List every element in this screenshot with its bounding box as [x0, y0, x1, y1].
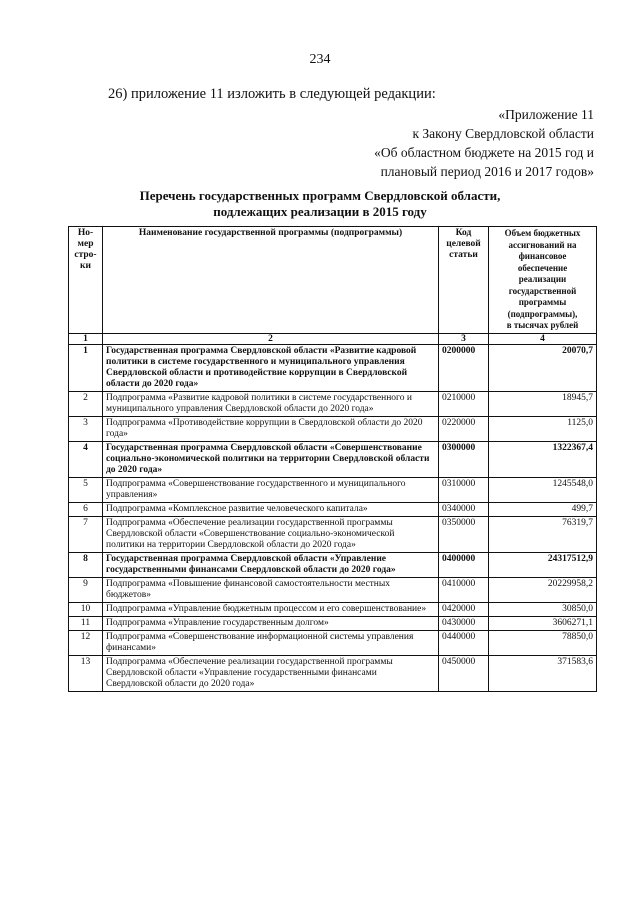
target-code-cell: 0430000	[439, 616, 489, 630]
programs-table	[68, 226, 597, 692]
budget-amount-cell: 20229958,2	[489, 577, 597, 602]
budget-amount-cell: 1322367,4	[489, 441, 597, 477]
budget-amount-cell: 1125,0	[489, 416, 597, 441]
row-number-cell: 3	[69, 416, 103, 441]
table-title	[0, 188, 640, 220]
target-code-cell: 0420000	[439, 602, 489, 616]
budget-amount-cell: 20070,7	[489, 344, 597, 391]
table-row	[69, 502, 597, 516]
table-row	[69, 577, 597, 602]
program-name-cell: Подпрограмма «Комплексное развитие человеческого капитала»	[103, 502, 439, 516]
budget-amount-cell: 30850,0	[489, 602, 597, 616]
table-row	[69, 616, 597, 630]
target-code-cell: 0200000	[439, 344, 489, 391]
budget-amount-cell: 1245548,0	[489, 477, 597, 502]
row-number-cell: 7	[69, 516, 103, 552]
target-code-cell: 0210000	[439, 391, 489, 416]
annex-header-line: к Закону Свердловской области	[412, 126, 594, 141]
annex-header-line: плановый период 2016 и 2017 годов»	[380, 164, 594, 179]
row-number-cell: 2	[69, 391, 103, 416]
target-code-cell: 0400000	[439, 552, 489, 577]
program-name-cell: Подпрограмма «Совершенствование государственного и муниципального управления»	[103, 477, 439, 502]
target-code-cell: 0220000	[439, 416, 489, 441]
row-number-cell: 11	[69, 616, 103, 630]
annex-header-line: «Об областном бюджете на 2015 год и	[374, 145, 594, 160]
program-name-cell: Подпрограмма «Управление государственным долгом»	[103, 616, 439, 630]
program-name-cell: Государственная программа Свердловской области «Управление государственными финансами Свердловской области до 2020 года»	[103, 552, 439, 577]
program-name-cell: Подпрограмма «Противодействие коррупции в Свердловской области до 2020 года»	[103, 416, 439, 441]
row-number-cell: 12	[69, 630, 103, 655]
program-name-cell: Подпрограмма «Развитие кадровой политики в системе государственного и муниципального управления Свердловской области до 2020 года»	[103, 391, 439, 416]
budget-amount-cell: 78850,0	[489, 630, 597, 655]
header-target-code-text: Код целевой статьи	[446, 228, 481, 260]
table-title-line: Перечень государственных программ Свердловской области,	[139, 188, 501, 203]
annex-header	[374, 105, 594, 181]
table-title-line: подлежащих реализации в 2015 году	[213, 204, 427, 219]
table-row	[69, 516, 597, 552]
table-row	[69, 552, 597, 577]
row-number-cell: 4	[69, 441, 103, 477]
program-name-cell: Подпрограмма «Управление бюджетным процессом и его совершенствование»	[103, 602, 439, 616]
target-code-cell: 0450000	[439, 655, 489, 691]
amendment-intro: 26) приложение 11 изложить в следующей редакции:	[108, 86, 436, 102]
header-budget-amount-text: Объем бюджетных ассигнований на финансовое обеспечение реализации государственной программы (подпрограммы), в тысячах рублей	[504, 228, 581, 330]
header-program-name	[103, 227, 439, 334]
budget-amount-cell: 76319,7	[489, 516, 597, 552]
target-code-cell: 0440000	[439, 630, 489, 655]
row-number-cell: 8	[69, 552, 103, 577]
target-code-cell: 0340000	[439, 502, 489, 516]
program-name-cell: Подпрограмма «Повышение финансовой самостоятельности местных бюджетов»	[103, 577, 439, 602]
page-number: 234	[309, 52, 331, 67]
program-name-cell: Государственная программа Свердловской области «Развитие кадровой политики в системе государственного и муниципального управления Свердловской области и противодействие коррупции в Свердловской области до 2020 года»	[103, 344, 439, 391]
budget-amount-cell: 3606271,1	[489, 616, 597, 630]
table-row	[69, 391, 597, 416]
column-index-row	[69, 333, 597, 344]
header-target-code	[439, 227, 489, 334]
table-row	[69, 416, 597, 441]
row-number-cell: 6	[69, 502, 103, 516]
table-row	[69, 655, 597, 691]
program-name-cell: Подпрограмма «Совершенствование информационной системы управления финансами»	[103, 630, 439, 655]
budget-amount-cell: 18945,7	[489, 391, 597, 416]
row-number-cell: 9	[69, 577, 103, 602]
header-row-number	[69, 227, 103, 334]
program-name-cell: Государственная программа Свердловской области «Совершенствование социально-экономической политики на территории Свердловской области до 2020 года»	[103, 441, 439, 477]
budget-amount-cell: 371583,6	[489, 655, 597, 691]
table-row	[69, 441, 597, 477]
header-budget-amount	[489, 227, 597, 334]
column-index: 2	[103, 333, 439, 344]
table-row	[69, 344, 597, 391]
column-index: 3	[439, 333, 489, 344]
column-index: 1	[69, 333, 103, 344]
header-row-number-text: Но- мер стро- ки	[74, 228, 97, 271]
row-number-cell: 13	[69, 655, 103, 691]
target-code-cell: 0310000	[439, 477, 489, 502]
budget-amount-cell: 499,7	[489, 502, 597, 516]
program-name-cell: Подпрограмма «Обеспечение реализации государственной программы Свердловской области «Управление государственными финансами Свердловской области до 2020 года»	[103, 655, 439, 691]
table-row	[69, 630, 597, 655]
target-code-cell: 0410000	[439, 577, 489, 602]
table-row	[69, 477, 597, 502]
annex-header-line: «Приложение 11	[498, 107, 594, 122]
program-name-cell: Подпрограмма «Обеспечение реализации государственной программы Свердловской области «Совершенствование социально-экономической политики на территории Свердловской области до 2020 года»	[103, 516, 439, 552]
budget-amount-cell: 24317512,9	[489, 552, 597, 577]
table-header-row	[69, 227, 597, 334]
row-number-cell: 1	[69, 344, 103, 391]
target-code-cell: 0300000	[439, 441, 489, 477]
target-code-cell: 0350000	[439, 516, 489, 552]
table-row	[69, 602, 597, 616]
column-index: 4	[489, 333, 597, 344]
row-number-cell: 5	[69, 477, 103, 502]
row-number-cell: 10	[69, 602, 103, 616]
table-body	[69, 344, 597, 691]
header-program-name-text: Наименование государственной программы (подпрограммы)	[138, 228, 403, 238]
